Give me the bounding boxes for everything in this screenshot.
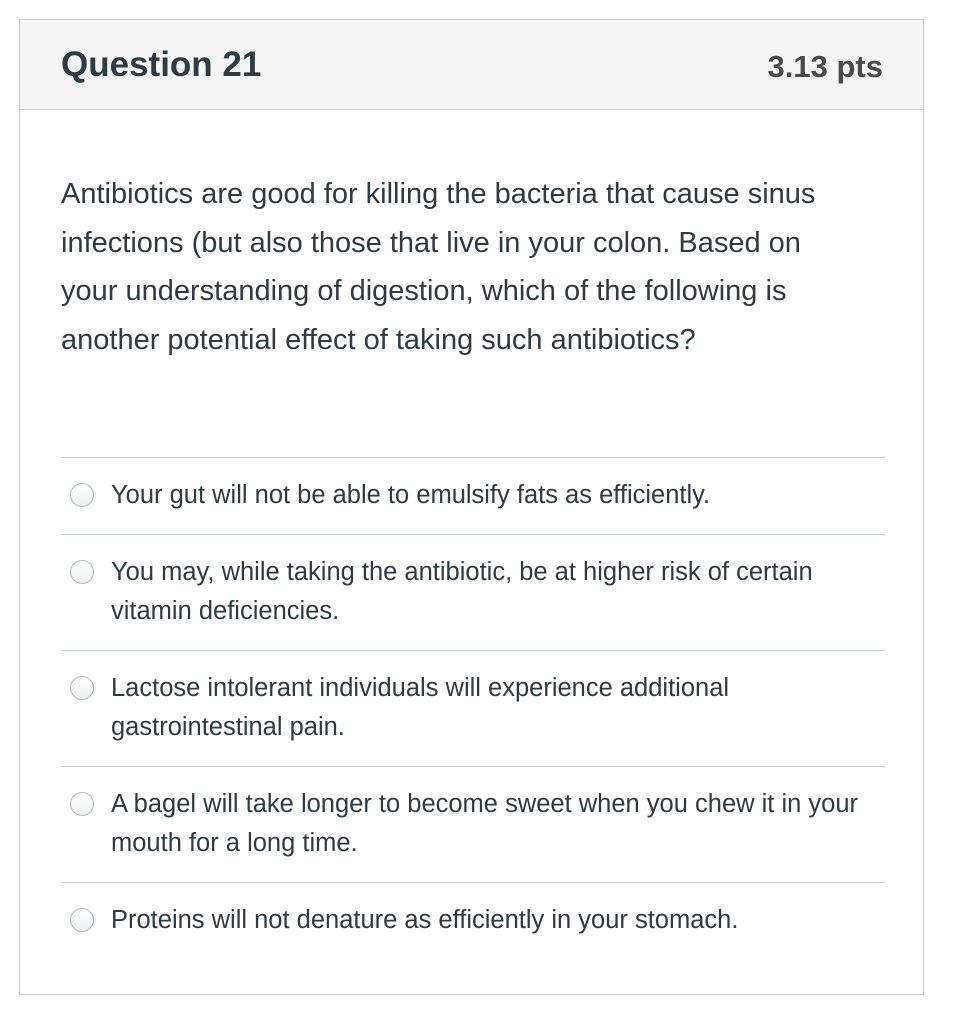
answer-option[interactable]: [61, 534, 885, 650]
answer-option[interactable]: [61, 766, 885, 882]
question-header: [20, 20, 923, 110]
answer-option[interactable]: [61, 650, 885, 766]
answer-option[interactable]: [61, 882, 885, 959]
question-text: Antibiotics are good for killing the bacteria that cause sinus infections (but also those that live in your colon. Based on your understanding of digestion, which of the following is another potential effect of taking such antibiotics?: [61, 178, 816, 356]
answer-label[interactable]: Lactose intolerant individuals will experience additional gastrointestinal pain.: [111, 674, 730, 741]
answer-label[interactable]: Your gut will not be able to emulsify fats as efficiently.: [111, 481, 711, 509]
question-points: 3.13 pts: [767, 49, 883, 84]
answer-option[interactable]: [61, 457, 885, 534]
answer-list: [61, 457, 885, 959]
question-card: [19, 19, 924, 995]
answer-label[interactable]: A bagel will take longer to become sweet when you chew it in your mouth for a long time.: [111, 790, 858, 857]
answer-label[interactable]: Proteins will not denature as efficiently in your stomach.: [111, 906, 739, 934]
radio-button[interactable]: [70, 676, 94, 700]
question-title: Question 21: [61, 45, 262, 84]
radio-button[interactable]: [70, 792, 94, 816]
radio-button[interactable]: [70, 483, 94, 507]
radio-button[interactable]: [70, 908, 94, 932]
answer-label[interactable]: You may, while taking the antibiotic, be at higher risk of certain vitamin deficiencies.: [111, 558, 813, 625]
radio-button[interactable]: [70, 560, 94, 584]
